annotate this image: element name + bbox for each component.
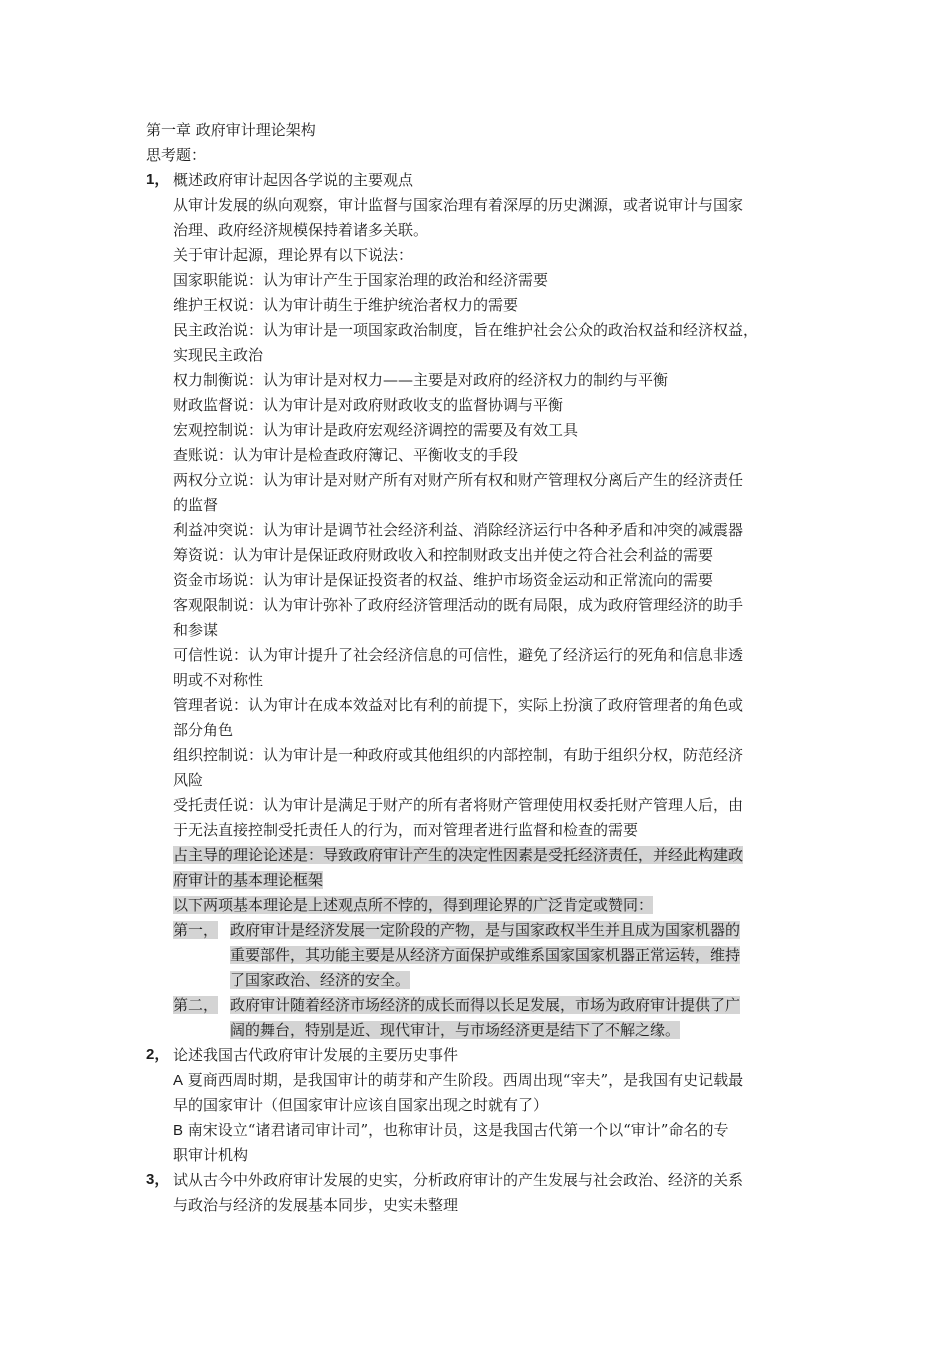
theory-financing: 筹资说：认为审计是保证政府财政收入和控制财政支出并使之符合社会利益的需要 (173, 546, 714, 564)
point-2-label: 第二， (173, 996, 219, 1014)
point-2-line-1: 政府审计随着经济市场经济的成长而得以长足发展，市场为政府审计提供了广 (230, 996, 741, 1014)
point-1-label: 第一， (173, 921, 219, 939)
point-1-line-3: 了国家政治、经济的安全。 (230, 971, 411, 989)
theory-conflict-of-interest: 利益冲突说：认为审计是调节社会经济利益、消除经济运行中各种矛盾和冲突的减震器 (173, 521, 744, 539)
highlight-dominant-theory-line-2: 府审计的基本理论框架 (173, 871, 324, 889)
question-3-title: 试从古今中外政府审计发展的史实，分析政府审计的产生发展与社会政治、经济的关系 (173, 1171, 744, 1189)
theory-manager-line-1: 管理者说：认为审计在成本效益对比有利的前提下，实际上扮演了政府管理者的角色或 (173, 696, 744, 714)
theory-democracy-line-2: 实现民主政治 (173, 346, 264, 364)
theory-objective-limit-line-2: 和参谋 (173, 621, 219, 639)
theory-org-control-line-2: 风险 (173, 771, 204, 789)
q1-intro-line-2: 治理、政府经济规模保持着诸多关联。 (173, 221, 429, 239)
q1-intro-line-1: 从审计发展的纵向观察，审计监督与国家治理有着深厚的历史渊源，或者说审计与国家 (173, 196, 744, 214)
chapter-title: 第一章 政府审计理论架构 (146, 121, 316, 139)
question-1-number: 1， (146, 171, 170, 188)
theory-royal-power: 维护王权说：认为审计萌生于维护统治者权力的需要 (173, 296, 519, 314)
theory-objective-limit-line-1: 客观限制说：认为审计弥补了政府经济管理活动的既有局限，成为政府管理经济的助手 (173, 596, 744, 614)
theory-credibility-line-1: 可信性说：认为审计提升了社会经济信息的可信性，避免了经济运行的死角和信息非透 (173, 646, 744, 664)
item-a-line-2: 早的国家审计（但国家审计应该自国家出现之时就有了） (173, 1096, 549, 1114)
q1-intro-line-3: 关于审计起源，理论界有以下说法： (173, 246, 414, 264)
question-3-number: 3， (146, 1171, 170, 1188)
question-2-number: 2， (146, 1046, 170, 1063)
questions-label: 思考题： (146, 146, 207, 164)
item-b-line-2: 职审计机构 (173, 1146, 249, 1164)
theory-capital-market: 资金市场说：认为审计是保证投资者的权益、维护市场资金运动和正常流向的需要 (173, 571, 714, 589)
theory-bookkeeping: 查账说：认为审计是检查政府簿记、平衡收支的手段 (173, 446, 519, 464)
theory-accountability-line-1: 受托责任说：认为审计是满足于财产的所有者将财产管理使用权委托财产管理人后，由 (173, 796, 744, 814)
point-1-line-1: 政府审计是经济发展一定阶段的产物，是与国家政权半生并且成为国家机器的 (230, 921, 741, 939)
item-b-letter: B (173, 1122, 184, 1139)
theory-macro-control: 宏观控制说：认为审计是政府宏观经济调控的需要及有效工具 (173, 421, 579, 439)
question-2-title: 论述我国古代政府审计发展的主要历史事件 (173, 1046, 459, 1064)
item-a-line-1: 夏商西周时期，是我国审计的萌芽和产生阶段。西周出现“宰夫”，是我国有史记载最 (187, 1071, 744, 1089)
theory-state-function: 国家职能说：认为审计产生于国家治理的政治和经济需要 (173, 271, 549, 289)
theory-credibility-line-2: 明或不对称性 (173, 671, 264, 689)
question-3-line-2: 与政治与经济的发展基本同步，史实未整理 (173, 1196, 459, 1214)
highlight-dominant-theory-line-1: 占主导的理论论述是：导致政府审计产生的决定性因素是受托经济责任，并经此构建政 (173, 846, 744, 864)
item-b-line-1: 南宋设立“诸君诸司审计司”，也称审计员，这是我国古代第一个以“审计”命名的专 (187, 1121, 729, 1139)
theory-separation-line-2: 的监督 (173, 496, 219, 514)
theory-fiscal-supervision: 财政监督说：认为审计是对政府财政收支的监督协调与平衡 (173, 396, 564, 414)
item-a-letter: A (173, 1072, 184, 1089)
theory-checks-balances: 权力制衡说：认为审计是对权力——主要是对政府的经济权力的制约与平衡 (173, 371, 669, 389)
theory-manager-line-2: 部分角色 (173, 721, 234, 739)
highlight-basic-theories-intro: 以下两项基本理论是上述观点所不悖的，得到理论界的广泛肯定或赞同： (173, 896, 654, 914)
theory-democracy-line-1: 民主政治说：认为审计是一项国家政治制度，旨在维护社会公众的政治权益和经济权益， (173, 321, 759, 339)
point-1-line-2: 重要部件，其功能主要是从经济方面保护或维系国家国家机器正常运转，维持 (230, 946, 741, 964)
theory-separation-line-1: 两权分立说：认为审计是对财产所有对财产所有权和财产管理权分离后产生的经济责任 (173, 471, 744, 489)
theory-accountability-line-2: 于无法直接控制受托责任人的行为，而对管理者进行监督和检查的需要 (173, 821, 639, 839)
question-1-title: 概述政府审计起因各学说的主要观点 (173, 171, 414, 189)
point-2-line-2: 阔的舞台，特别是近、现代审计，与市场经济更是结下了不解之缘。 (230, 1021, 681, 1039)
theory-org-control-line-1: 组织控制说：认为审计是一种政府或其他组织的内部控制，有助于组织分权，防范经济 (173, 746, 744, 764)
